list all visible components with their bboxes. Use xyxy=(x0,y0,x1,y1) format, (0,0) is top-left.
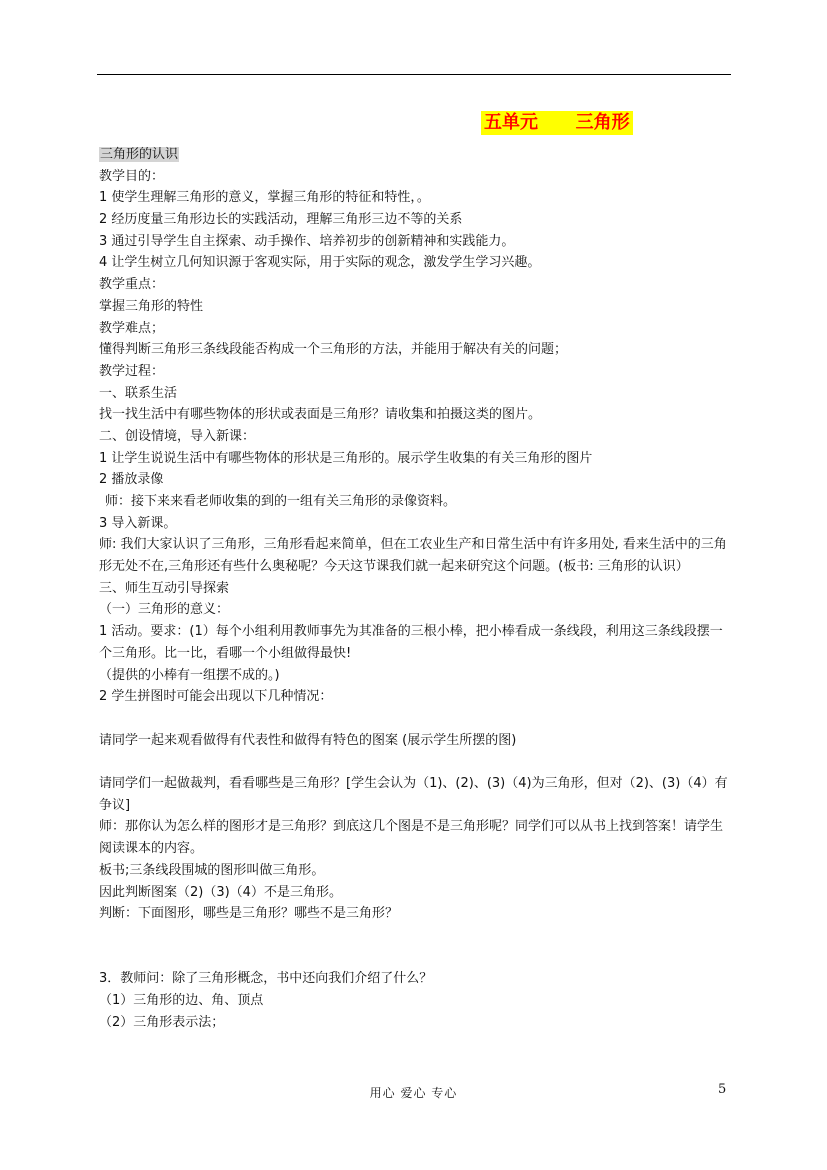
text-line: 教学重点： xyxy=(99,277,165,293)
text-paragraph: 师：那你认为怎么样的图形才是三角形？到底这几个图是不是三角形呢？同学们可以从书上找到答案！请学生阅读课本的内容。 xyxy=(99,819,724,857)
footer-motto: 用心 爱心 专心 xyxy=(369,1086,458,1100)
blank-line xyxy=(99,708,731,730)
text-line: 请同学一起来观看做得有代表性和做得有特色的图案 (展示学生所摆的图) xyxy=(99,732,517,748)
text-line: （提供的小棒有一组摆不成的。) xyxy=(99,667,280,683)
header-rule xyxy=(97,74,731,75)
text-line: 4 让学生树立几何知识源于客观实际，用于实际的观念，激发学生学习兴趣。 xyxy=(99,255,541,271)
text-line: 师：接下来来看老师收集的到的一组有关三角形的录像资料。 xyxy=(105,494,457,509)
lesson-title-line xyxy=(99,144,731,166)
text-line: 掌握三角形的特性 xyxy=(99,298,204,314)
text-line: 懂得判断三角形三条线段能否构成一个三角形的方法，并能用于解决有关的问题； xyxy=(99,342,568,358)
text-line: 因此判断图案（2)（3)（4）不是三角形。 xyxy=(99,884,342,900)
text-line: 2 学生拼图时可能会出现以下几种情况： xyxy=(99,689,333,705)
text-line: 教学难点； xyxy=(99,320,165,336)
text-line: 2 经历度量三角形边长的实践活动，理解三角形三边不等的关系 xyxy=(99,212,463,228)
text-line: 3 通过引导学生自主探索、动手操作、培养初步的创新精神和实践能力。 xyxy=(99,233,515,249)
text-line: 3 导入新课。 xyxy=(99,515,177,531)
text-paragraph: 请同学们一起做裁判，看看哪些是三角形？[学生会认为（1)、(2)、(3)（4)为三角形，但对（2)、(3)（4）有争议] xyxy=(99,776,728,813)
lesson-title: 三角形的认识 xyxy=(100,147,179,162)
text-line: 判断：下面图形，哪些是三角形？哪些不是三角形？ xyxy=(99,906,399,922)
text-line: 二、创设情境，导入新课： xyxy=(99,428,256,444)
text-line: （2）三角形表示法； xyxy=(99,1014,225,1030)
text-paragraph: 师: 我们大家认识了三角形，三角形看起来简单，但在工农业生产和日常生活中有许多用处, 看来生活中的三角形无处不在,三角形还有些什么奥秘呢？今天这节课我们就一起来研究这个问题。(板书: 三角形的认识） xyxy=(99,537,727,575)
text-line: 一、联系生活 xyxy=(99,385,178,401)
text-line: 找一找生活中有哪些物体的形状或表面是三角形？请收集和拍摄这类的图片。 xyxy=(99,407,542,423)
text-line: 1 让学生说说生活中有哪些物体的形状是三角形的。展示学生收集的有关三角形的图片 xyxy=(99,450,593,466)
page-number: 5 xyxy=(718,1082,727,1097)
document-body xyxy=(99,144,731,1033)
text-line: （一）三角形的意义： xyxy=(99,602,230,618)
text-paragraph: 1 活动。要求：(1）每个小组利用教师事先为其准备的三根小棒，把小棒看成一条线段，利用这三条线段摆一个三角形。比一比，看哪一个小组做得最快! xyxy=(99,624,723,661)
text-line: 三、师生互动引导探索 xyxy=(99,580,230,596)
text-line: 教学过程： xyxy=(99,363,165,379)
text-line: 3．教师问：除了三角形概念，书中还向我们介绍了什么？ xyxy=(99,971,433,987)
blank-line xyxy=(99,925,731,968)
text-line: 1 使学生理解三角形的意义，掌握三角形的特征和特性，。 xyxy=(99,190,430,206)
text-line: 教学目的： xyxy=(99,168,165,184)
blank-line xyxy=(99,751,731,773)
text-line: 板书;三条线段围城的图形叫做三角形。 xyxy=(99,862,325,878)
text-line: （1）三角形的边、角、顶点 xyxy=(99,992,264,1008)
unit-title: 五单元 三角形 xyxy=(481,111,633,135)
text-line: 2 播放录像 xyxy=(99,472,164,488)
